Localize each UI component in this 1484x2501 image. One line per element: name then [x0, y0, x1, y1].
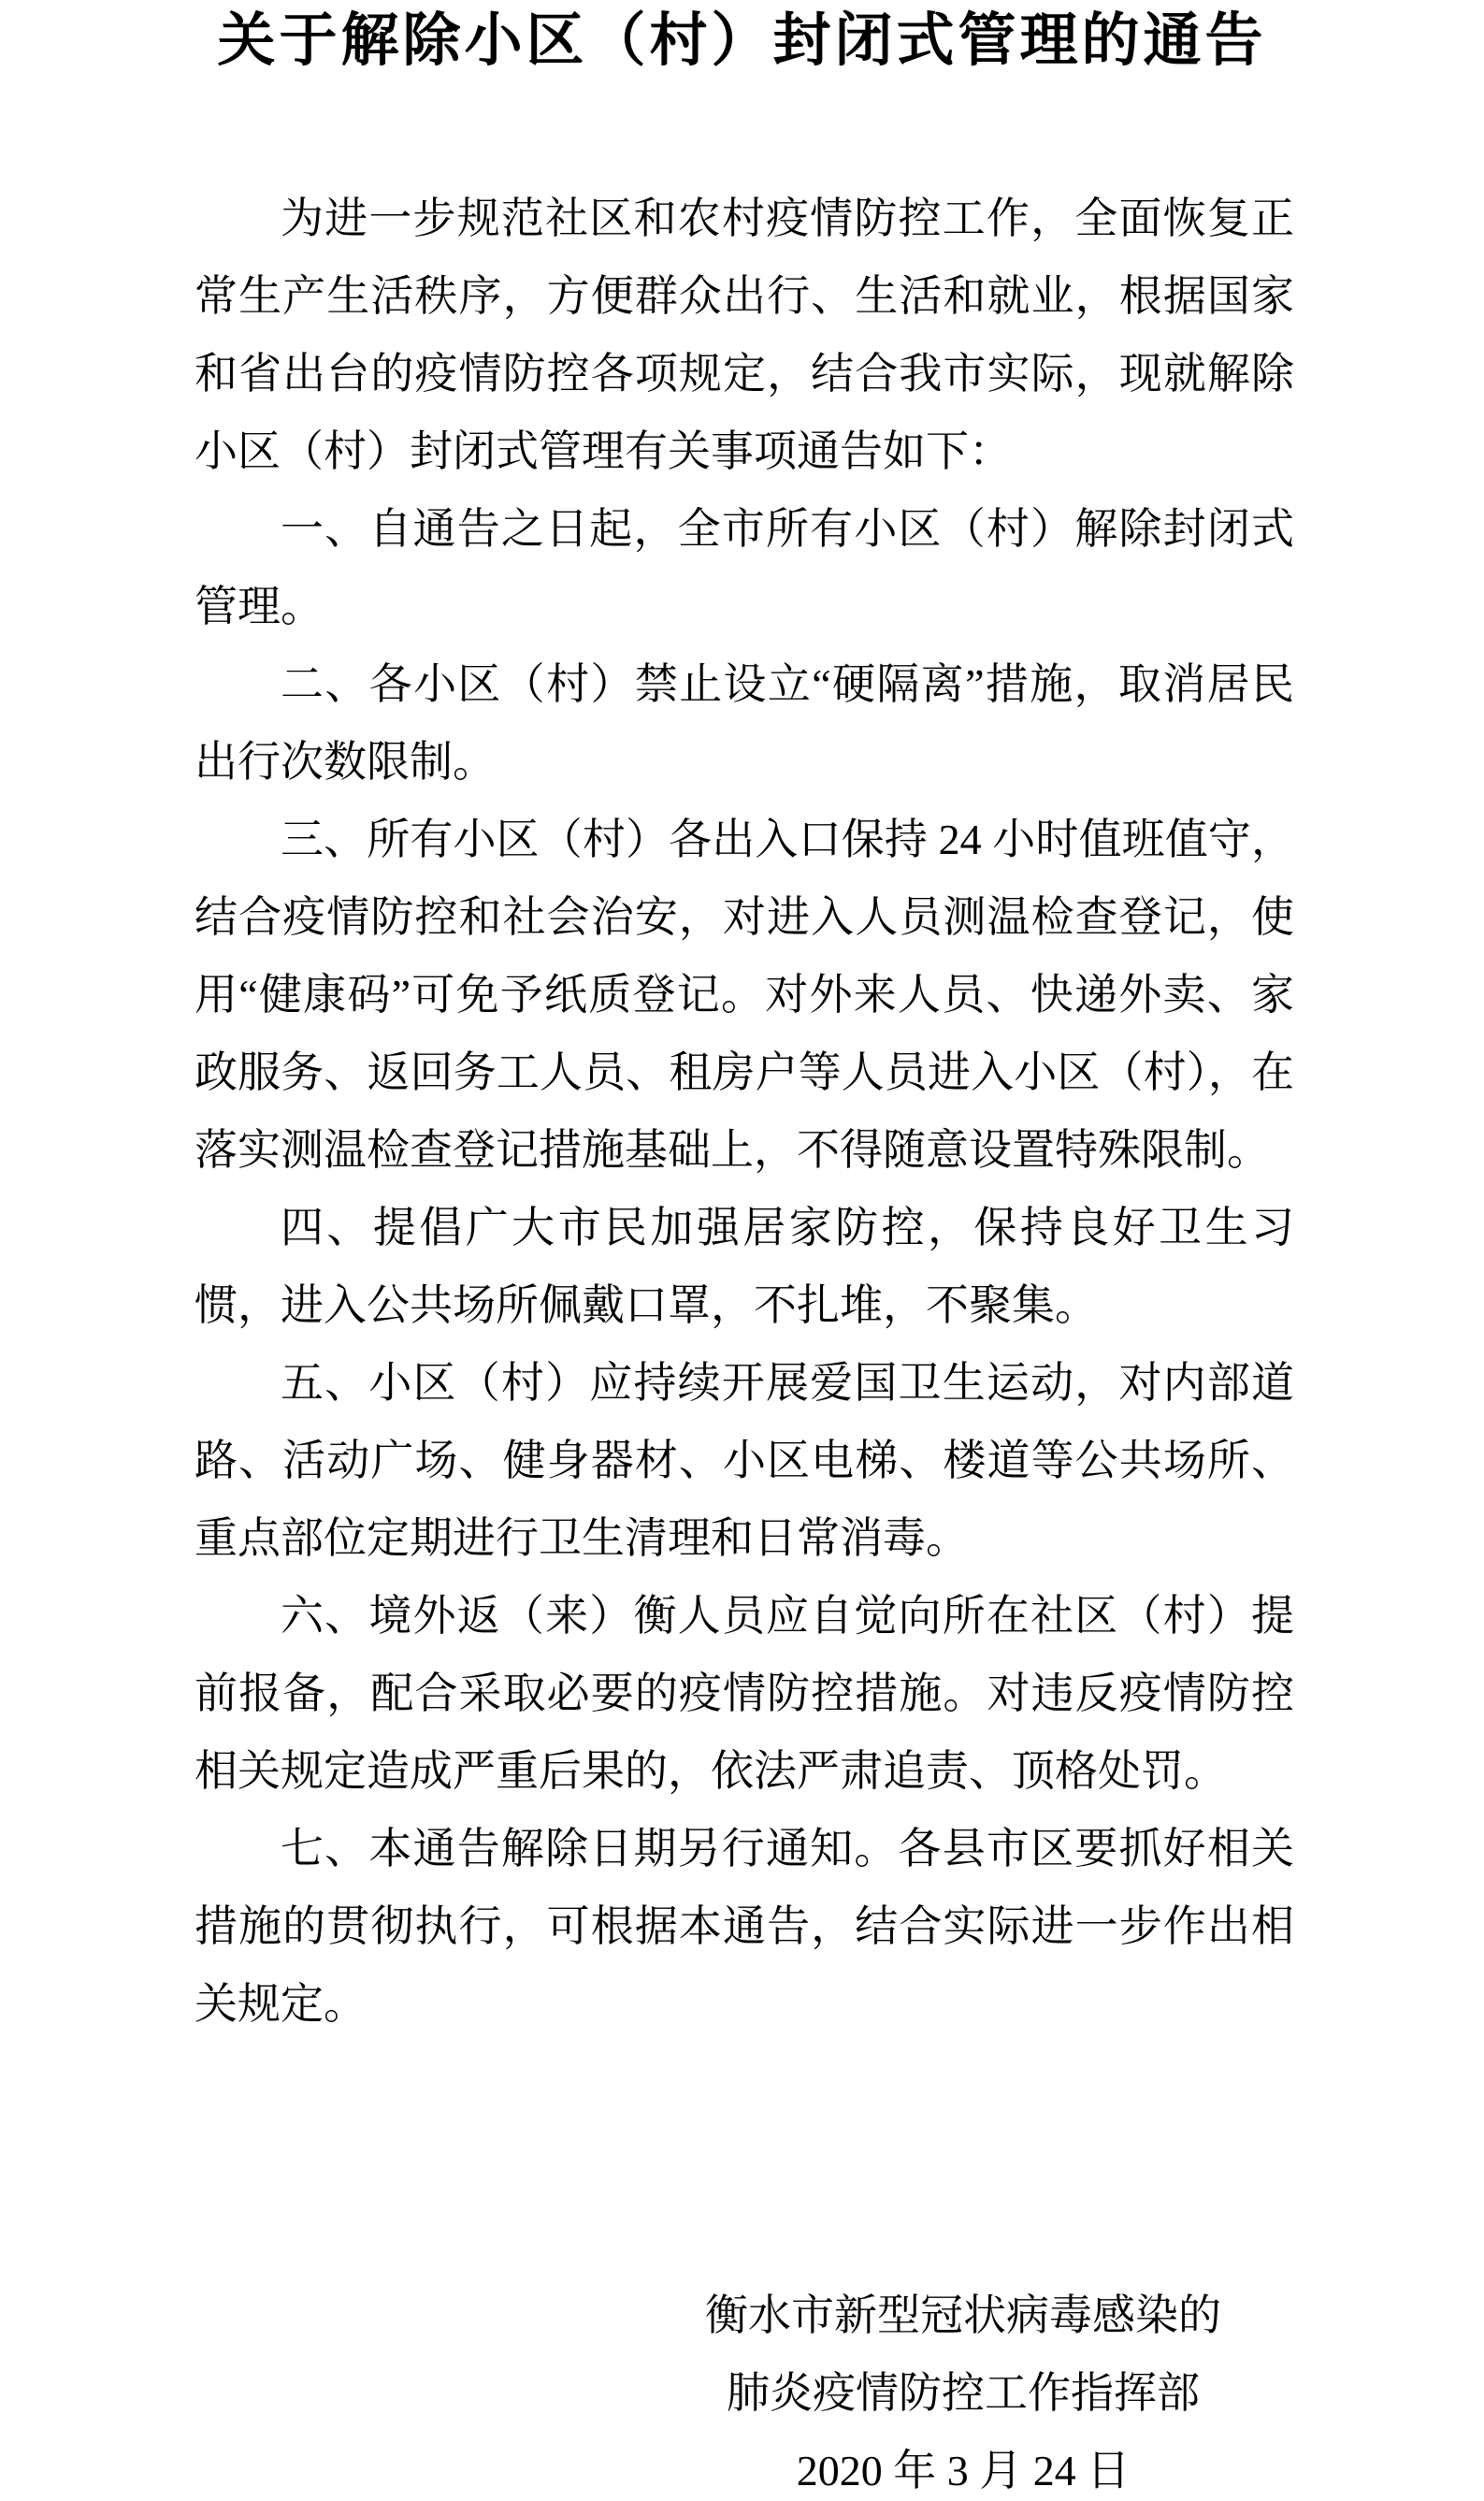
paragraph-item-4: 四、提倡广大市民加强居家防控，保持良好卫生习惯，进入公共场所佩戴口罩，不扎堆，不聚集。 [195, 1204, 1294, 1329]
paragraph-item-1: 一、自通告之日起，全市所有小区（村）解除封闭式管理。 [195, 505, 1294, 630]
issue-date: 2020 年 3 月 24 日 [796, 2447, 1131, 2494]
issuer-name-line-1: 衡水市新型冠状病毒感染的 [705, 2291, 1221, 2339]
signature-block [655, 2277, 1272, 2501]
notice-title: 关于解除小区（村）封闭式管理的通告 [217, 9, 1267, 73]
issuer-name-line-2: 肺炎疫情防控工作指挥部 [727, 2369, 1200, 2417]
paragraph-item-5: 五、小区（村）应持续开展爱国卫生运动，对内部道路、活动广场、健身器材、小区电梯、楼道等公共场所、重点部位定期进行卫生清理和日常消毒。 [195, 1359, 1294, 1562]
notice-body [195, 180, 1294, 2043]
paragraph-item-6: 六、境外返（来）衡人员应自觉向所在社区（村）提前报备，配合采取必要的疫情防控措施。对违反疫情防控相关规定造成严重后果的，依法严肃追责、顶格处罚。 [195, 1592, 1294, 1795]
paragraph-item-2: 二、各小区（村）禁止设立“硬隔离”措施，取消居民出行次数限制。 [195, 660, 1294, 786]
paragraph-intro: 为进一步规范社区和农村疫情防控工作，全面恢复正常生产生活秩序，方便群众出行、生活和就业，根据国家和省出台的疫情防控各项规定，结合我市实际，现就解除小区（村）封闭式管理有关事项通告如下： [195, 195, 1294, 475]
paragraph-item-7: 七、本通告解除日期另行通知。各县市区要抓好相关措施的贯彻执行，可根据本通告，结合实际进一步作出相关规定。 [195, 1825, 1294, 2028]
paragraph-item-3: 三、所有小区（村）各出入口保持 24 小时值班值守，结合疫情防控和社会治安，对进入人员测温检查登记，使用“健康码”可免予纸质登记。对外来人员、快递外卖、家政服务、返回务工人员、租房户等人员进入小区（村），在落实测温检查登记措施基础上，不得随意设置特殊限制。 [195, 816, 1294, 1174]
